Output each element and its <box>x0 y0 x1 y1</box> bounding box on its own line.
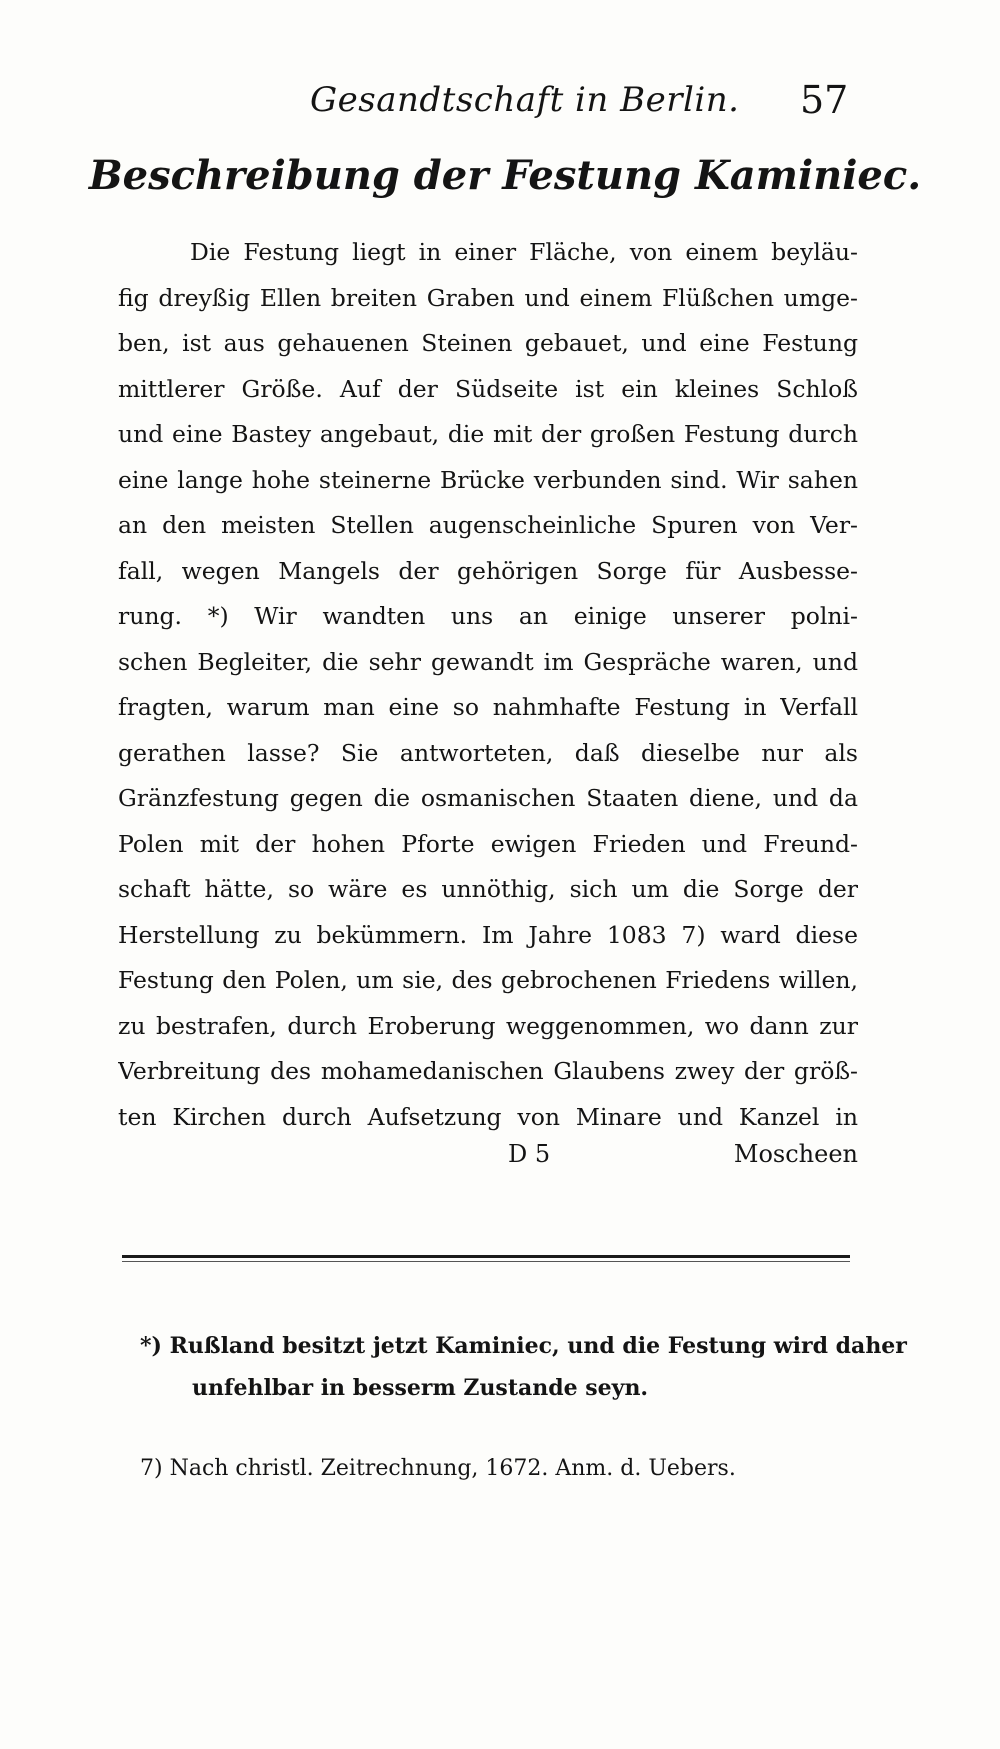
footnote-divider <box>122 1255 850 1258</box>
footnote-line: unfehlbar in besserm Zustande seyn. <box>192 1375 649 1401</box>
page-foot <box>118 1140 858 1180</box>
footnote-seven <box>140 1448 855 1490</box>
body-text <box>118 230 858 1140</box>
body-line: Festung den Polen, um sie, des gebrochenen Friedens willen, <box>118 966 858 994</box>
body-line: Die Festung liegt in einer Fläche, von einem beyläu- <box>190 238 858 266</box>
body-line: schen Begleiter, die sehr gewandt im Gespräche waren, und <box>118 647 858 676</box>
footnote-asterisk <box>140 1325 907 1409</box>
body-line: mittlerer Größe. Auf der Südseite ist ein kleines Schloß <box>118 374 858 403</box>
body-line: schaft hätte, so wäre es unnöthig, sich um die Sorge der <box>118 875 858 903</box>
footnote-line: *) Rußland besitzt jetzt Kaminiec, und die Festung wird daher <box>140 1333 907 1359</box>
footnote-line: 7) Nach christl. Zeitrechnung, 1672. Anm. d. Uebers. <box>140 1456 736 1481</box>
body-line: ten Kirchen durch Aufsetzung von Minare und Kanzel in <box>118 1102 858 1131</box>
running-head: Gesandtschaft in Berlin. <box>310 80 740 120</box>
body-line: fall, wegen Mangels der gehörigen Sorge für Ausbesse- <box>118 556 858 585</box>
body-line: rung. *) Wir wandten uns an einige unserer polni- <box>118 602 858 630</box>
body-line: Herstellung zu bekümmern. Im Jahre 1083 7) ward diese <box>118 920 858 949</box>
body-line: Polen mit der hohen Pforte ewigen Frieden und Freund- <box>118 829 858 858</box>
body-line: ben, ist aus gehauenen Steinen gebauet, und eine Festung <box>118 329 858 357</box>
body-line: Gränzfestung gegen die osmanischen Staaten diene, und da <box>118 784 858 812</box>
body-line: an den meisten Stellen augenscheinliche Spuren von Ver- <box>118 511 858 539</box>
body-line: fig dreyßig Ellen breiten Graben und einem Flüßchen umge- <box>118 283 858 312</box>
body-line: zu bestrafen, durch Eroberung weggenommen, wo dann zur <box>118 1011 858 1040</box>
signature-mark: D 5 <box>508 1140 551 1168</box>
body-line: eine lange hohe steinerne Brücke verbunden sind. Wir sahen <box>118 465 858 494</box>
page-number: 57 <box>800 78 849 122</box>
section-title: Beschreibung der Festung Kaminiec. <box>88 152 922 199</box>
body-line: fragten, warum man eine so nahmhafte Festung in Verfall <box>118 693 858 721</box>
catchword: Moscheen <box>733 1140 858 1168</box>
body-line: gerathen lasse? Sie antworteten, daß dieselbe nur als <box>118 738 858 767</box>
body-line: Verbreitung des mohamedanischen Glaubens zwey der größ- <box>118 1057 858 1085</box>
body-line: und eine Bastey angebaut, die mit der großen Festung durch <box>118 420 858 448</box>
footnote-divider-thin <box>122 1261 850 1262</box>
